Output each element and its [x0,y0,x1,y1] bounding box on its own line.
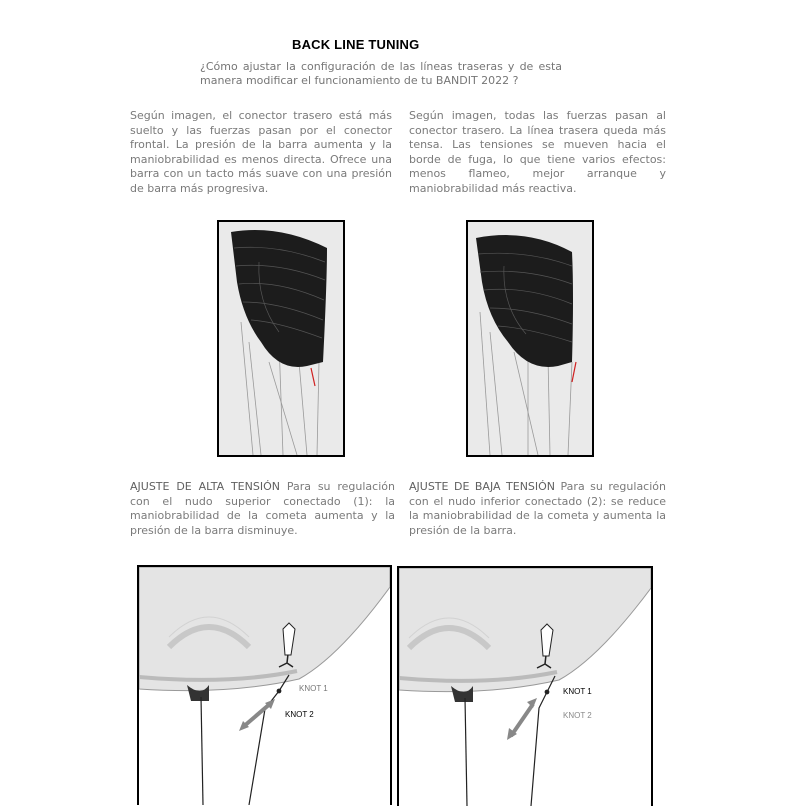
description-left: Según imagen, el conector trasero está más suelto y las fuerzas pasan por el conector frontal. La presión de la barra aumenta y la maniobrabilidad es menos directa. Ofrece una barra con un tacto más suave con una presión de barra más progresiva. [130,109,392,195]
knot2-label: KNOT 2 [285,710,314,719]
kite-illustration-tense [466,220,594,457]
knot2-label: KNOT 2 [563,711,592,720]
detail-high-tension [137,565,392,805]
page-title: BACK LINE TUNING [292,37,420,52]
detail-low-tension [397,566,653,806]
setting-left-heading: AJUSTE DE ALTA TENSIÓN [130,480,280,493]
setting-right [409,480,666,538]
knot1-label: KNOT 1 [299,684,328,693]
setting-left-body: Para su regulación con el nudo superior conectado (1): la maniobrabilidad de la cometa aumenta y la presión de la barra disminuye. [130,480,395,537]
setting-left [130,480,395,538]
kite-illustration-soft [217,220,345,457]
intro-text: ¿Cómo ajustar la configuración de las líneas traseras y de esta manera modificar el funcionamiento de tu BANDIT 2022 ? [200,60,562,87]
knot1-label: KNOT 1 [563,687,592,696]
setting-right-body: Para su regulación con el nudo inferior conectado (2): se reduce la maniobrabilidad de la cometa y aumenta la presión de la barra. [409,480,666,537]
description-right: Según imagen, todas las fuerzas pasan al conector trasero. La línea trasera queda más tensa. Las tensiones se mueven hacia el borde de fuga, lo que tiene varios efectos: menos flameo, mejor arranque y maniobrabilidad más reactiva. [409,109,666,195]
setting-right-heading: AJUSTE DE BAJA TENSIÓN [409,480,556,493]
